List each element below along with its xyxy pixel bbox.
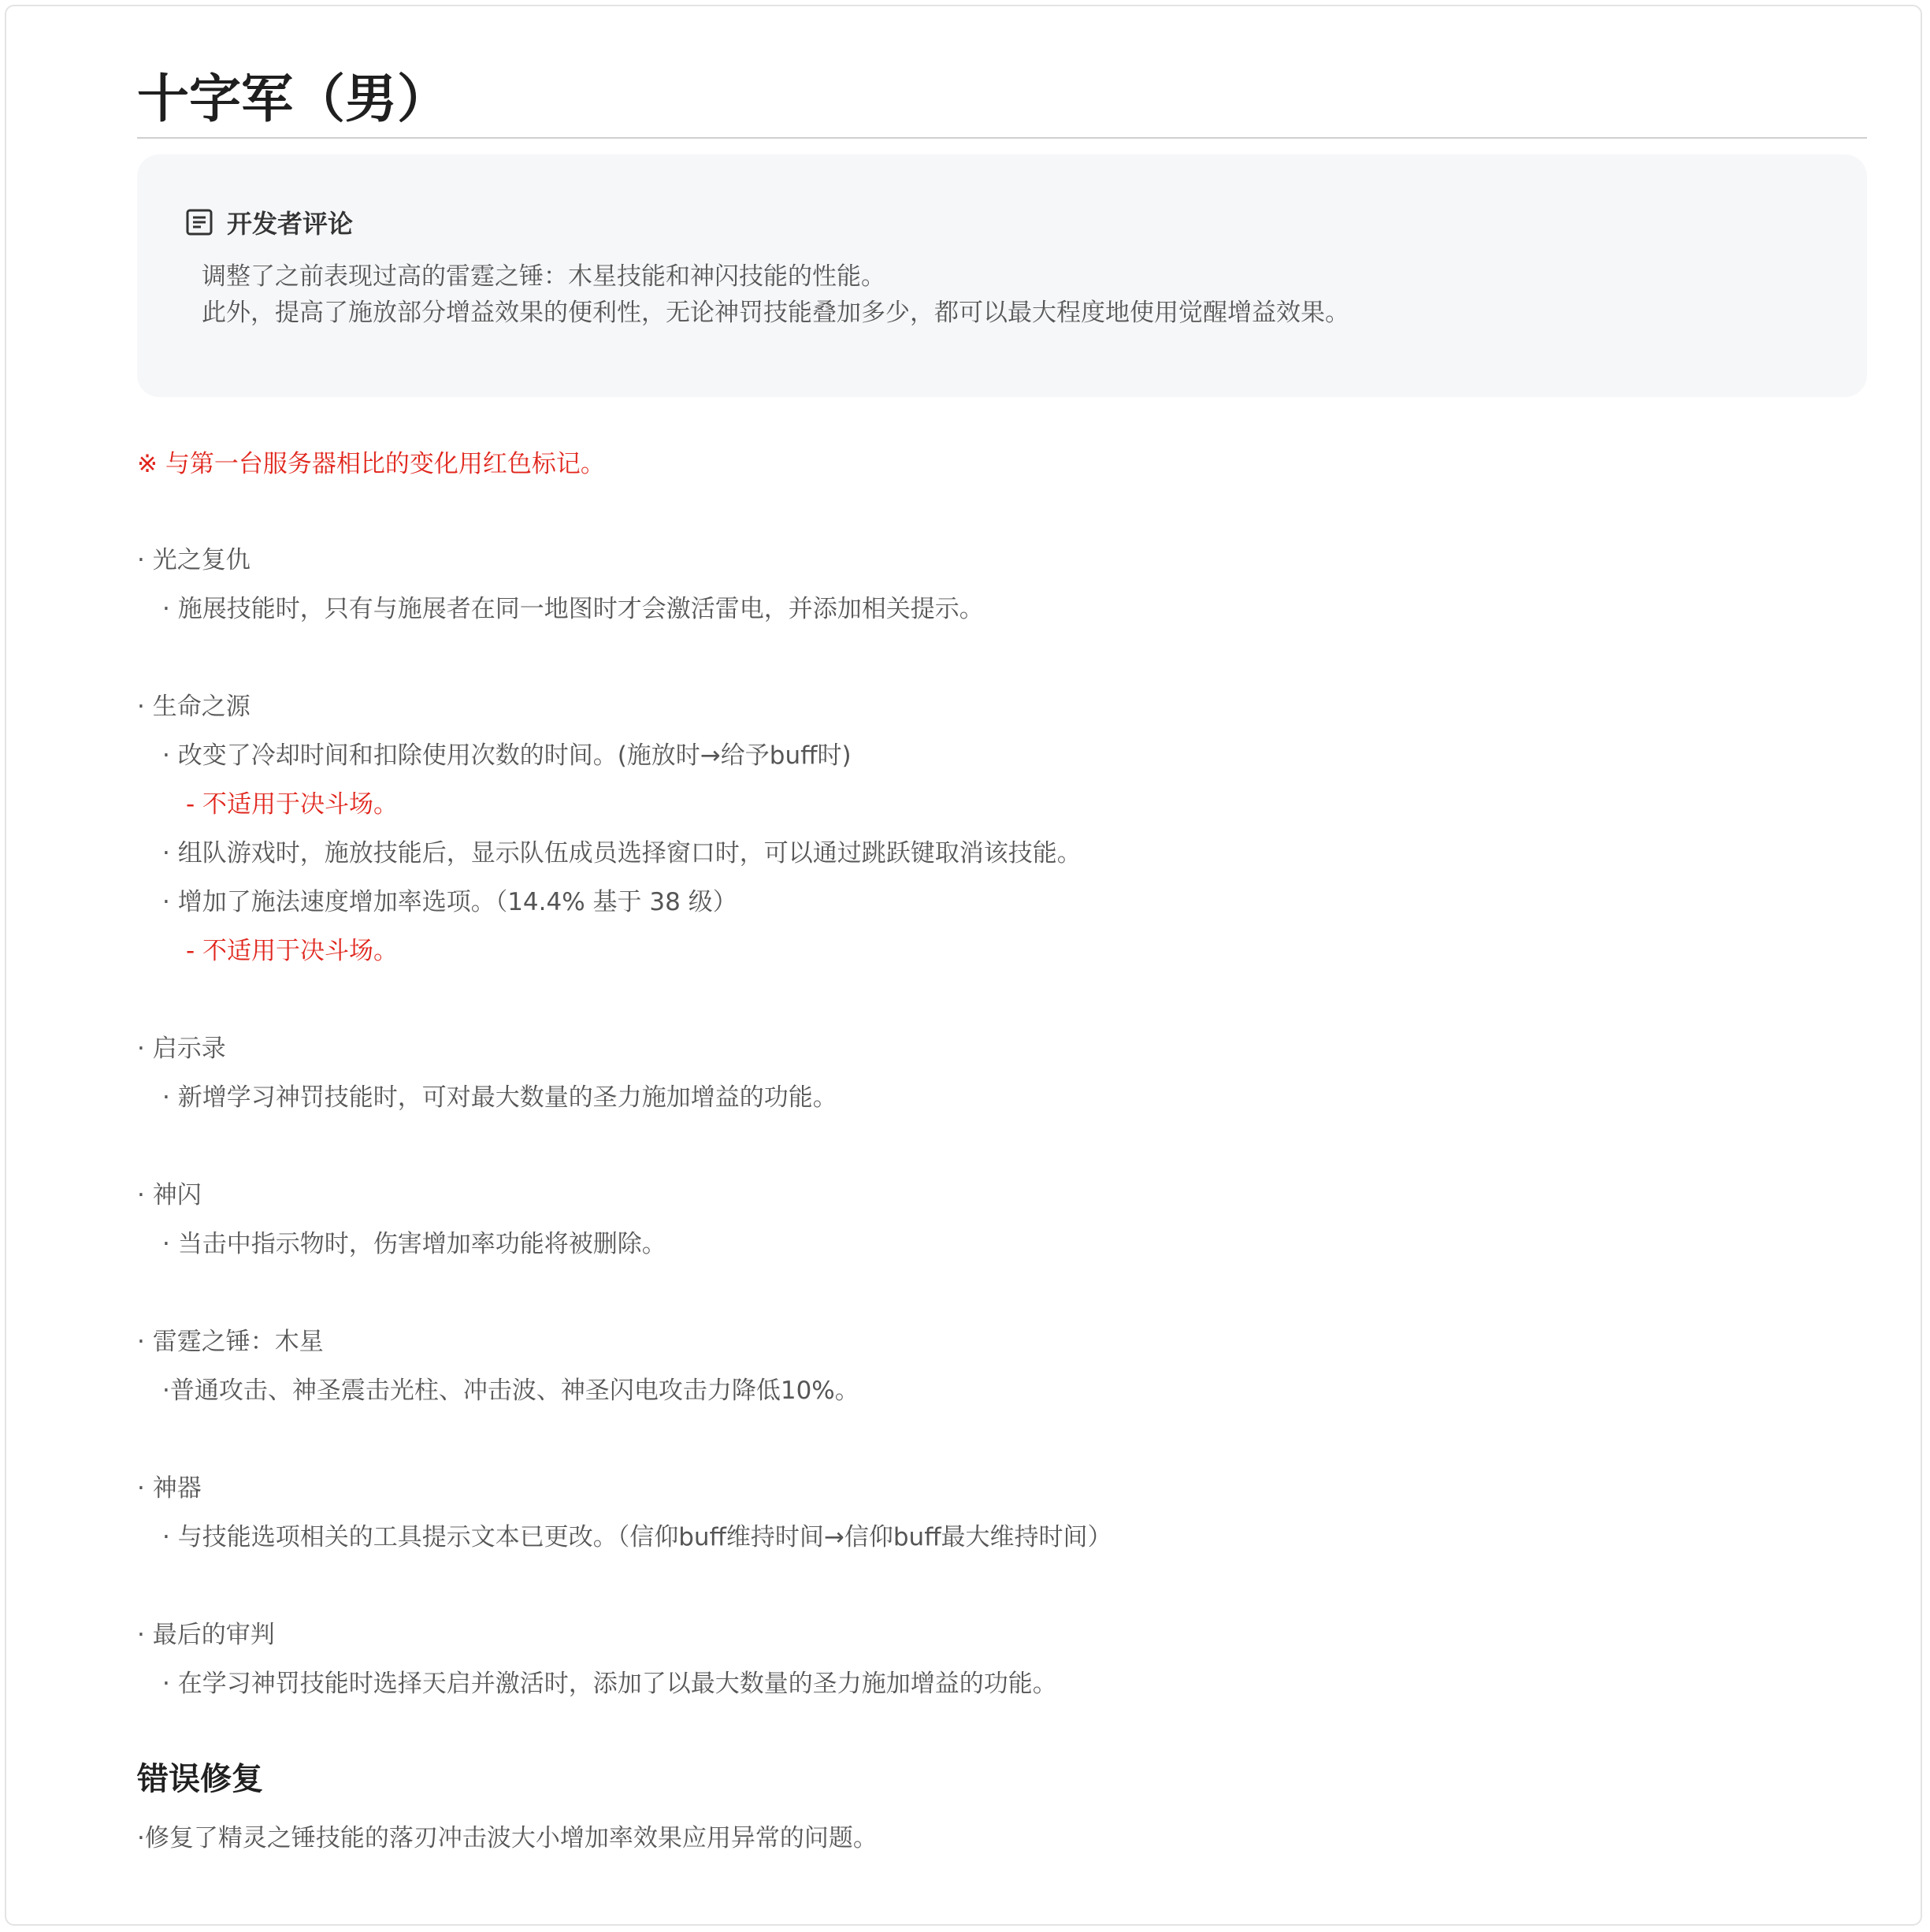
section-red-note: - 不适用于决斗场。 [186,790,399,819]
section-title: · 最后的审判 [137,1621,275,1649]
section-title: · 启示录 [137,1035,226,1063]
section-item: · 改变了冷却时间和扣除使用次数的时间。(施放时→给予buff时) [162,741,852,770]
section-item: · 组队游戏时，施放技能后，显示队伍成员选择窗口时，可以通过跳跃键取消该技能。 [162,839,1082,868]
section-artifact [137,1470,1867,1555]
developer-comment-text [184,258,1820,331]
section-title: · 生命之源 [137,693,251,721]
section-item: · 在学习神罚技能时选择天启并激活时，添加了以最大数量的圣力施加增益的功能。 [162,1670,1057,1698]
section-item: · 当击中指示物时，伤害增加率功能将被删除。 [162,1230,666,1258]
section-item: ·普通攻击、神圣震击光柱、冲击波、神圣闪电攻击力降低10%。 [162,1377,859,1405]
bugfix-item: ·修复了精灵之锤技能的落刃冲击波大小增加率效果应用异常的问题。 [137,1824,878,1852]
section-light-revenge [137,542,1867,627]
developer-comment-line: 此外，提高了施放部分增益效果的便利性，无论神罚技能叠加多少，都可以最大程度地使用觉醒增益效果。 [202,299,1349,327]
article-content [137,61,1867,1856]
title-divider [137,137,1867,139]
section-divine-flash [137,1177,1867,1262]
section-apocalypse [137,1031,1867,1116]
change-note: ※ 与第一台服务器相比的变化用红色标记。 [137,450,605,478]
section-final-judgment [137,1617,1867,1702]
page-frame [5,5,1922,1926]
section-item: · 施展技能时，只有与施展者在同一地图时才会激活雷电，并添加相关提示。 [162,595,984,623]
developer-comment-box [137,154,1867,397]
page-title: 十字军（男） [137,69,449,129]
document-icon [184,207,214,237]
section-source-of-life [137,689,1867,969]
section-item: · 与技能选项相关的工具提示文本已更改。（信仰buff维持时间→信仰buff最大维持时间） [162,1523,1112,1551]
developer-comment-label: 开发者评论 [227,209,354,239]
section-title: · 光之复仇 [137,546,251,574]
section-title: · 雷霆之锤：木星 [137,1328,324,1356]
developer-comment-line: 调整了之前表现过高的雷霆之锤：木星技能和神闪技能的性能。 [202,262,885,291]
section-thunder-hammer-jupiter [137,1324,1867,1409]
section-title: · 神闪 [137,1181,202,1209]
section-title: · 神器 [137,1474,202,1503]
bugfix-heading: 错误修复 [137,1761,263,1797]
section-item: · 增加了施法速度增加率选项。（14.4% 基于 38 级） [162,888,737,916]
developer-comment-header [184,203,1820,241]
section-red-note: - 不适用于决斗场。 [186,937,399,965]
section-item: · 新增学习神罚技能时，可对最大数量的圣力施加增益的功能。 [162,1083,837,1112]
